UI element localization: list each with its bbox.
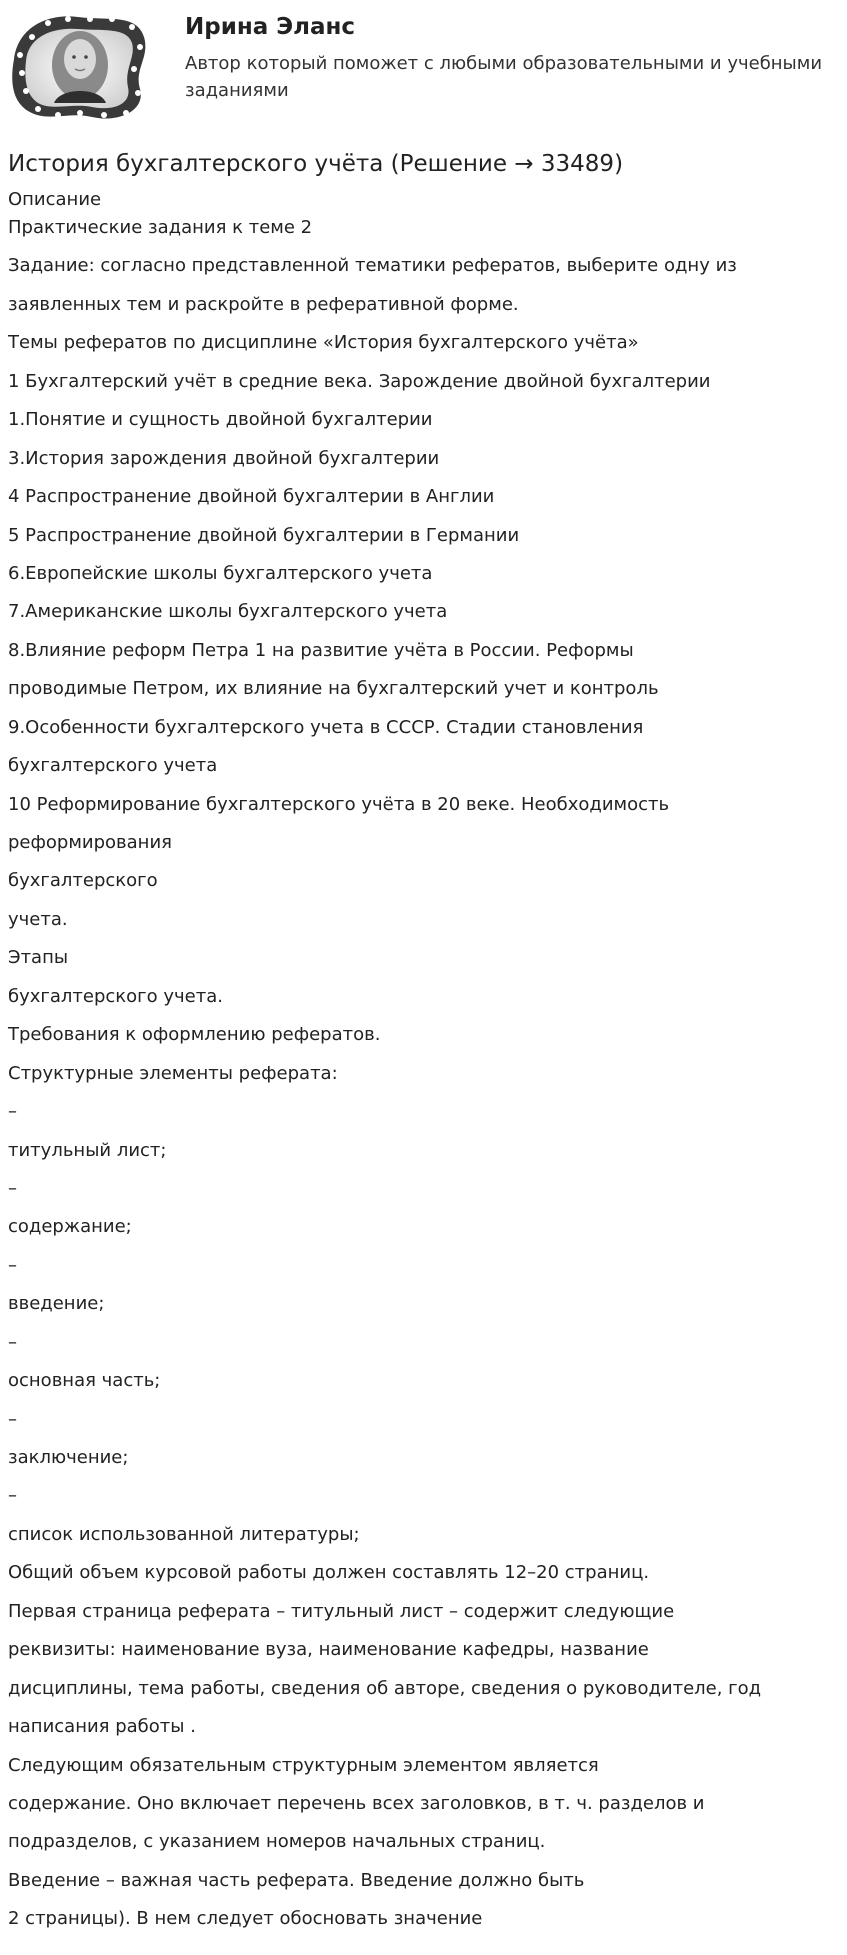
description-line: Требования к оформлению рефератов. bbox=[8, 1024, 381, 1046]
description-line: – bbox=[8, 1408, 17, 1430]
description-line: 9.Особенности бухгалтерского учета в СССР. Стадии становления bbox=[8, 716, 644, 738]
description-line: Практические задания к теме 2 bbox=[8, 217, 313, 238]
description-line: написания работы . bbox=[8, 1716, 196, 1738]
description-line: проводимые Петром, их влияние на бухгалтерский учет и контроль bbox=[8, 678, 659, 700]
description-line: Первая страница реферата – титульный лист – содержит следующие bbox=[8, 1600, 675, 1622]
description-line: Этапы bbox=[8, 947, 69, 969]
description-line: содержание. Оно включает перечень всех заголовков, в т. ч. разделов и bbox=[8, 1792, 705, 1814]
description-line: бухгалтерского учета. bbox=[8, 985, 223, 1007]
description-line: бухгалтерского bbox=[8, 870, 158, 892]
description-label: Описание bbox=[8, 189, 102, 210]
description-line: 1 Бухгалтерский учёт в средние века. Зарождение двойной бухгалтерии bbox=[8, 370, 711, 392]
description-line: – bbox=[8, 1254, 17, 1276]
description-line: 2 страницы). В нем следует обосновать значение bbox=[8, 1908, 483, 1930]
description-line: титульный лист; bbox=[8, 1139, 167, 1161]
description-line: 1.Понятие и сущность двойной бухгалтерии bbox=[8, 409, 433, 431]
author-description: Автор который поможет с любыми образовательными и учебными заданиями bbox=[185, 53, 823, 101]
description-line: – bbox=[8, 1101, 17, 1123]
description-line: Задание: согласно представленной тематики рефератов, выберите одну из bbox=[8, 255, 737, 277]
description-line: Введение – важная часть реферата. Введение должно быть bbox=[8, 1869, 585, 1891]
description-line: содержание; bbox=[8, 1216, 132, 1238]
description-line: 8.Влияние реформ Петра 1 на развитие учёта в России. Реформы bbox=[8, 639, 634, 661]
description-line: 5 Распространение двойной бухгалтерии в Германии bbox=[8, 524, 520, 546]
description-line: дисциплины, тема работы, сведения об авторе, сведения о руководителе, год bbox=[8, 1677, 762, 1699]
description-line: бухгалтерского учета bbox=[8, 755, 218, 777]
description-line: 7.Американские школы бухгалтерского учета bbox=[8, 601, 448, 623]
description-line: Темы рефератов по дисциплине «История бухгалтерского учёта» bbox=[8, 332, 639, 354]
author-avatar[interactable] bbox=[8, 7, 150, 125]
page-title: История бухгалтерского учёта (Решение → 33489) bbox=[8, 151, 624, 177]
description-line: реквизиты: наименование вуза, наименование кафедры, название bbox=[8, 1639, 649, 1661]
description-line: 6.Европейские школы бухгалтерского учета bbox=[8, 562, 433, 584]
author-card bbox=[0, 0, 847, 130]
description-line: введение; bbox=[8, 1293, 105, 1315]
description-line: – bbox=[8, 1485, 17, 1507]
description-line: учета. bbox=[8, 908, 68, 930]
author-name[interactable]: Ирина Эланс bbox=[185, 14, 356, 40]
description-line: список использованной литературы; bbox=[8, 1523, 360, 1545]
description-line: заключение; bbox=[8, 1447, 129, 1468]
description-line: 10 Реформирование бухгалтерского учёта в 20 веке. Необходимость bbox=[8, 793, 670, 815]
description-line: 3.История зарождения двойной бухгалтерии bbox=[8, 447, 440, 469]
description-line: – bbox=[8, 1177, 17, 1199]
description-line: подразделов, с указанием номеров начальных страниц. bbox=[8, 1831, 546, 1853]
description-line: Общий объем курсовой работы должен составлять 12–20 страниц. bbox=[8, 1562, 650, 1584]
description-line: 4 Распространение двойной бухгалтерии в Англии bbox=[8, 486, 495, 508]
portrait-filmstrip-icon bbox=[8, 7, 150, 125]
description-line: Следующим обязательным структурным элементом является bbox=[8, 1754, 599, 1776]
description-content bbox=[8, 215, 838, 1945]
description-line: заявленных тем и раскройте в реферативной форме. bbox=[8, 293, 519, 315]
description-line: Структурные элементы реферата: bbox=[8, 1062, 338, 1084]
description-line: реформирования bbox=[8, 832, 172, 853]
description-line: – bbox=[8, 1331, 17, 1353]
description-line: основная часть; bbox=[8, 1370, 161, 1392]
